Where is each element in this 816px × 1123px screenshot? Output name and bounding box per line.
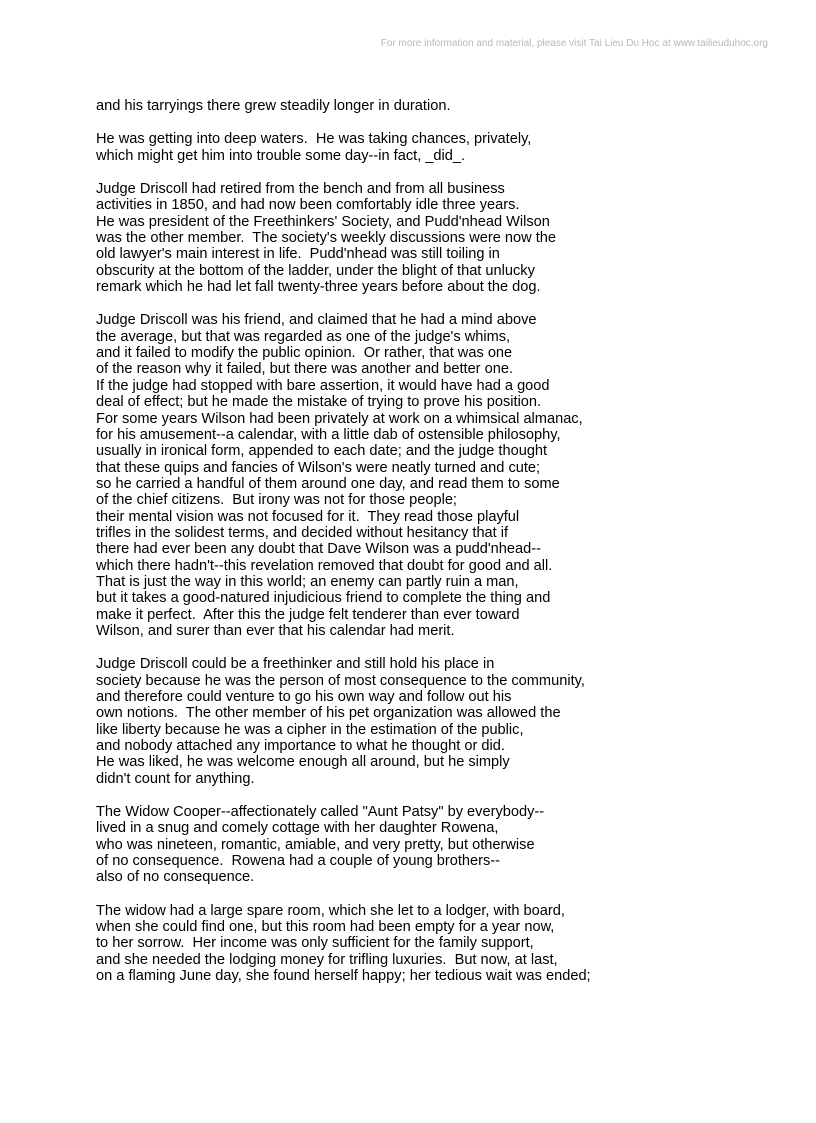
text-line: Judge Driscoll could be a freethinker and still hold his place in	[96, 656, 495, 673]
paragraph	[96, 98, 786, 114]
paragraph	[96, 903, 786, 985]
text-line: and she needed the lodging money for trifling luxuries. But now, at last,	[96, 951, 558, 968]
text-line: and it failed to modify the public opinion. Or rather, that was one	[96, 345, 513, 362]
text-line: was the other member. The society's weekly discussions were now the	[96, 230, 556, 247]
text-line: and nobody attached any importance to what he thought or did.	[96, 738, 505, 755]
text-line: like liberty because he was a cipher in the estimation of the public,	[96, 721, 524, 738]
text-line: If the judge had stopped with bare assertion, it would have had a good	[96, 377, 550, 394]
text-line: who was nineteen, romantic, amiable, and very pretty, but otherwise	[96, 836, 535, 853]
text-line: That is just the way in this world; an enemy can partly ruin a man,	[96, 573, 519, 590]
paragraph	[96, 131, 786, 164]
text-line: of no consequence. Rowena had a couple of young brothers--	[96, 853, 501, 870]
text-line: and his tarryings there grew steadily longer in duration.	[96, 98, 451, 114]
text-line: on a flaming June day, she found herself happy; her tedious wait was ended;	[96, 968, 591, 985]
text-line: For some years Wilson had been privately at work on a whimsical almanac,	[96, 410, 583, 427]
paragraph	[96, 804, 786, 886]
text-line: of the chief citizens. But irony was not for those people;	[96, 492, 457, 509]
text-line: old lawyer's main interest in life. Pudd'nhead was still toiling in	[96, 246, 500, 263]
text-line: lived in a snug and comely cottage with her daughter Rowena,	[96, 820, 499, 837]
paragraph	[96, 312, 786, 639]
text-line: for his amusement--a calendar, with a little dab of ostensible philosophy,	[96, 426, 561, 443]
text-line: to her sorrow. Her income was only sufficient for the family support,	[96, 935, 534, 952]
text-line: He was president of the Freethinkers' Society, and Pudd'nhead Wilson	[96, 213, 550, 230]
text-line: The widow had a large spare room, which she let to a lodger, with board,	[96, 902, 565, 919]
text-line: also of no consequence.	[96, 869, 255, 886]
text-line: obscurity at the bottom of the ladder, under the blight of that unlucky	[96, 262, 535, 279]
text-line: He was liked, he was welcome enough all around, but he simply	[96, 754, 510, 771]
text-line: which there hadn't--this revelation removed that doubt for good and all.	[96, 557, 553, 574]
text-line: Judge Driscoll was his friend, and claimed that he had a mind above	[96, 312, 537, 329]
text-line: activities in 1850, and had now been comfortably idle three years.	[96, 197, 520, 214]
text-line: trifles in the solidest terms, and decided without hesitancy that if	[96, 524, 509, 541]
text-line: Judge Driscoll had retired from the bench and from all business	[96, 181, 505, 198]
text-line: so he carried a handful of them around one day, and read them to some	[96, 475, 560, 492]
text-line: that these quips and fancies of Wilson's were neatly turned and cute;	[96, 459, 541, 476]
text-line: and therefore could venture to go his own way and follow out his	[96, 689, 512, 705]
text-line: Wilson, and surer than ever that his calendar had merit.	[96, 622, 455, 639]
text-line: own notions. The other member of his pet organization was allowed the	[96, 705, 561, 722]
paragraph	[96, 181, 786, 295]
paragraph	[96, 656, 786, 787]
text-line: but it takes a good-natured injudicious friend to complete the thing and	[96, 590, 551, 607]
text-line: which might get him into trouble some day--in fact, _did_.	[96, 147, 466, 164]
text-line: make it perfect. After this the judge felt tenderer than ever toward	[96, 606, 520, 623]
text-line: deal of effect; but he made the mistake of trying to prove his position.	[96, 394, 542, 411]
text-line: when she could find one, but this room had been empty for a year now,	[96, 919, 555, 936]
text-line: society because he was the person of most consequence to the community,	[96, 672, 585, 689]
text-line: The Widow Cooper--affectionately called "Aunt Patsy" by everybody--	[96, 804, 545, 821]
page-header-notice: For more information and material, please visit Tai Lieu Du Hoc at www.tailieuduhoc.org	[380, 38, 768, 49]
text-line: remark which he had let fall twenty-three years before about the dog.	[96, 279, 541, 296]
document-body	[96, 98, 786, 1002]
text-line: didn't count for anything.	[96, 770, 255, 787]
text-line: there had ever been any doubt that Dave Wilson was a pudd'nhead--	[96, 541, 541, 558]
text-line: He was getting into deep waters. He was taking chances, privately,	[96, 131, 532, 148]
text-line: of the reason why it failed, but there was another and better one.	[96, 361, 513, 378]
text-line: their mental vision was not focused for it. They read those playful	[96, 508, 520, 525]
text-line: usually in ironical form, appended to each date; and the judge thought	[96, 443, 548, 460]
text-line: the average, but that was regarded as one of the judge's whims,	[96, 328, 511, 345]
